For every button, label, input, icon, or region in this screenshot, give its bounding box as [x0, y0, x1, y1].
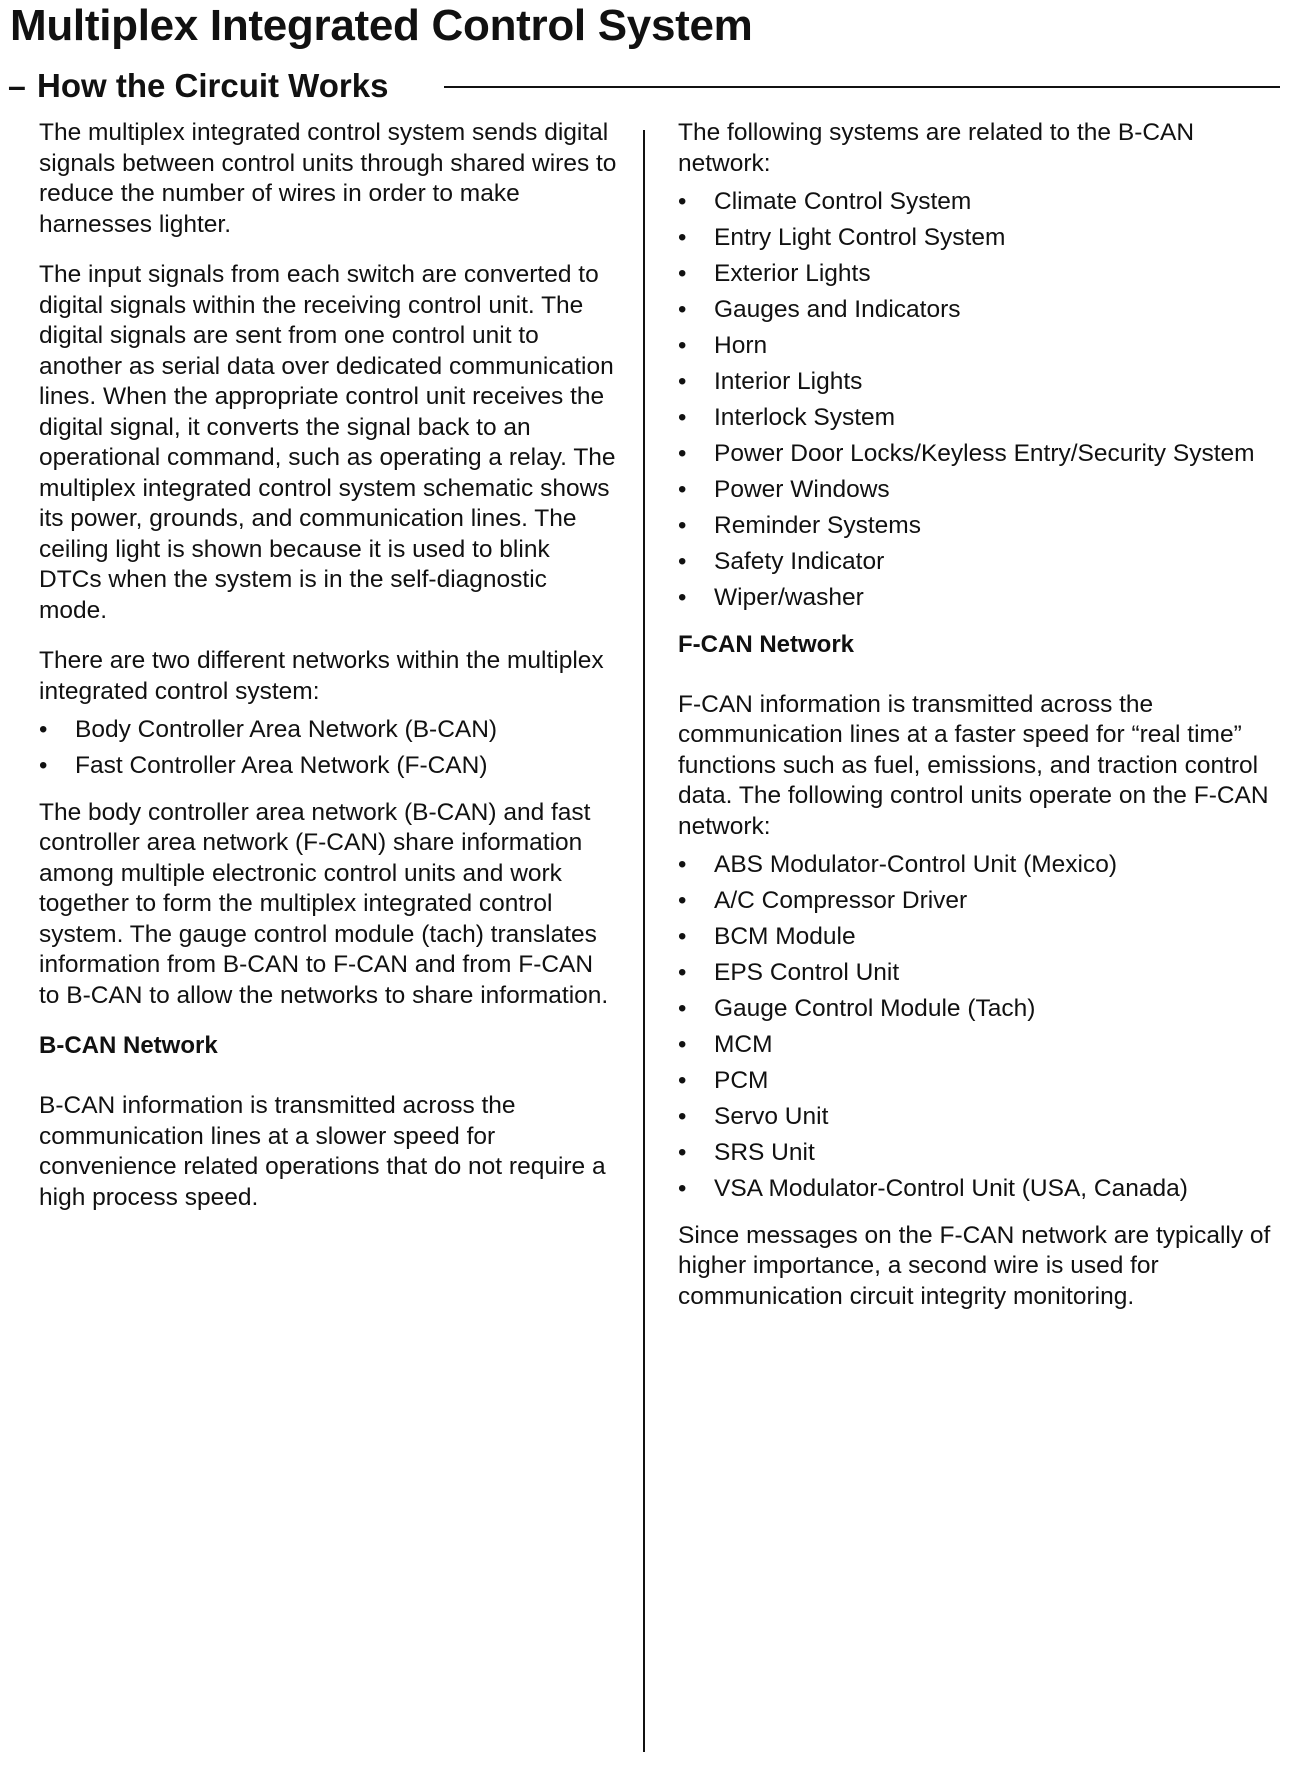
- bcan-systems-intro: The following systems are related to the B-CAN network:: [678, 119, 1195, 177]
- list-item: • EPS Control Unit: [678, 958, 1278, 989]
- column-divider: [643, 130, 645, 1752]
- left-column: [39, 118, 619, 1233]
- heading-rule: [444, 86, 1280, 88]
- page-title: Multiplex Integrated Control System: [10, 1, 753, 50]
- bcan-heading: B-CAN Network: [39, 1032, 218, 1059]
- list-item: • BCM Module: [678, 922, 1278, 953]
- bcan-systems-list: [678, 187, 1278, 614]
- section-heading-dash: –: [8, 68, 26, 104]
- networks-intro-paragraph: There are two different networks within the multiplex integrated control system:: [39, 647, 604, 705]
- list-item: • Horn: [678, 331, 1278, 362]
- list-item: • Servo Unit: [678, 1102, 1278, 1133]
- list-item: • VSA Modulator-Control Unit (USA, Canada): [678, 1174, 1278, 1205]
- list-item: • Wiper/washer: [678, 583, 1278, 614]
- list-item: • A/C Compressor Driver: [678, 886, 1278, 917]
- intro-paragraph: The multiplex integrated control system sends digital signals between control units through shared wires to reduce the number of wires in order to make harnesses lighter.: [39, 119, 617, 238]
- signals-paragraph: The input signals from each switch are converted to digital signals within the receiving control unit. The digital signals are sent from one control unit to another as serial data over dedicated communication lines. When the appropriate control unit receives the digital signal, it converts the signal back to an operational command, such as operating a relay. The multiplex integrated control system schematic shows its power, grounds, and communication lines. The ceiling light is shown because it is used to blink DTCs when the system is in the self-diagnostic mode.: [39, 261, 616, 624]
- list-item: • Safety Indicator: [678, 547, 1278, 578]
- list-item: • ABS Modulator-Control Unit (Mexico): [678, 850, 1278, 881]
- list-item: • Power Door Locks/Keyless Entry/Security System: [678, 439, 1278, 470]
- list-item: • Gauge Control Module (Tach): [678, 994, 1278, 1025]
- list-item: • Reminder Systems: [678, 511, 1278, 542]
- list-item: • PCM: [678, 1066, 1278, 1097]
- list-item: • Interlock System: [678, 403, 1278, 434]
- fcan-paragraph: F-CAN information is transmitted across the communication lines at a faster speed for “real time” functions such as fuel, emissions, and traction control data. The following control units operate on the F-CAN network:: [678, 690, 1269, 840]
- list-item: • Entry Light Control System: [678, 223, 1278, 254]
- section-heading-row: [8, 64, 1280, 108]
- bcan-paragraph: B-CAN information is transmitted across the communication lines at a slower speed for convenience related operations that do not require a high process speed.: [39, 1092, 606, 1211]
- networks-list: [39, 715, 619, 782]
- list-item: • SRS Unit: [678, 1138, 1278, 1169]
- closing-paragraph: Since messages on the F-CAN network are typically of higher importance, a second wire is used for communication circuit integrity monitoring.: [678, 1221, 1271, 1310]
- list-item: • MCM: [678, 1030, 1278, 1061]
- list-item: • Fast Controller Area Network (F-CAN): [39, 751, 619, 782]
- list-item: • Exterior Lights: [678, 259, 1278, 290]
- list-item: • Gauges and Indicators: [678, 295, 1278, 326]
- shared-info-paragraph: The body controller area network (B-CAN) and fast controller area network (F-CAN) share information among multiple electronic control units and work together to form the multiplex integrated control system. The gauge control module (tach) translates information from B-CAN to F-CAN and from F-CAN to B-CAN to allow the networks to share information.: [39, 798, 609, 1009]
- list-item: • Interior Lights: [678, 367, 1278, 398]
- section-heading: How the Circuit Works: [37, 67, 389, 104]
- fcan-heading: F-CAN Network: [678, 630, 855, 658]
- right-column: [678, 118, 1278, 1332]
- list-item: • Climate Control System: [678, 187, 1278, 218]
- list-item: • Power Windows: [678, 475, 1278, 506]
- fcan-units-list: [678, 850, 1278, 1205]
- list-item: • Body Controller Area Network (B-CAN): [39, 715, 619, 746]
